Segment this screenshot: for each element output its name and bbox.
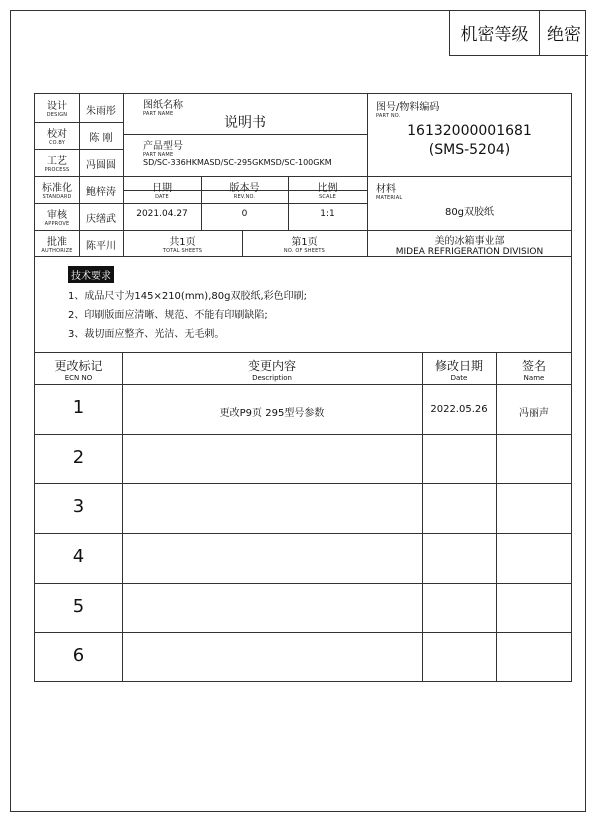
check-label: 校对 CO.BY [47,129,67,146]
part-name-label: 图纸名称 PART NAME [143,100,183,117]
review-label: 审核 APPROVE [44,210,70,227]
row-number: 5 [72,596,85,617]
total-sheets: 共1页 TOTAL SHEETS [162,237,203,254]
header-ecn-no: 更改标记 ECN NO [54,359,103,382]
design-name: 朱雨彤 [86,106,116,117]
part-name-value: 说明书 [224,115,266,131]
row-description: 更改P9页 295型号参数 [219,408,325,419]
header-description: 变更内容 Description [247,359,296,382]
technical-requirements [34,257,572,352]
process-name: 冯圆圆 [86,160,116,171]
standard-name: 鲍梓涛 [86,187,116,198]
division: 美的冰箱事业部 MIDEA REFRIGERATION DIVISION [395,236,544,257]
material-value: 80g双胶纸 [444,207,495,218]
material-label: 材料 MATERIAL [376,184,403,201]
part-no-label: 图号/物料编码 PART NO. [376,102,440,119]
secrecy-box [449,10,588,56]
product-model-value: SD/SC-336HKMASD/SC-295GKMSD/SC-100GKM [143,158,332,167]
process-label: 工艺 PROCESS [44,156,70,173]
requirement-item: 1、成品尺寸为145×210(mm),80g双胶纸,彩色印刷; [68,291,307,302]
row-number: 6 [72,645,85,666]
standard-label: 标准化 STANDARD [42,183,72,200]
authorize-label: 批准 AUTHORIZE [41,237,73,254]
date-value: 2021.04.27 [136,209,188,219]
product-model-label: 产品型号 PART NAME [143,141,183,158]
row-number: 2 [72,447,85,468]
row-number: 3 [72,496,85,517]
requirement-item: 3、裁切面应整齐、光洁、无毛刺。 [68,329,225,340]
header-sign: 签名 Name [521,359,546,382]
row-number: 4 [72,546,85,567]
secrecy-value: 绝密 [547,25,581,45]
scale-value: 1:1 [320,209,335,219]
title-block [34,93,572,257]
design-label: 设计 DESIGN [46,101,68,118]
version-label: 版本号 REV.NO. [229,183,260,200]
ecn-table [34,352,572,682]
authorize-name: 陈平川 [86,241,116,252]
scale-label: 比例 SCALE [317,183,338,200]
check-name: 陈 刚 [89,133,113,144]
date-label: 日期 DATE [152,183,172,200]
requirement-item: 2、印刷版面应清晰、规范、不能有印刷缺陷; [68,310,268,321]
version-value: 0 [241,209,248,219]
row-date: 2022.05.26 [430,404,488,415]
row-number: 1 [72,397,85,418]
header-date: 修改日期 Date [434,359,483,382]
review-name: 庆缮武 [86,214,116,225]
part-no-value: 16132000001681 [407,123,532,139]
sheet-no: 第1页 NO. OF SHEETS [283,237,326,254]
requirements-title: 技术要求 [68,266,114,283]
secrecy-label: 机密等级 [450,10,540,55]
part-no-alt: (SMS-5204) [428,142,511,158]
row-sign: 冯丽声 [519,408,549,419]
